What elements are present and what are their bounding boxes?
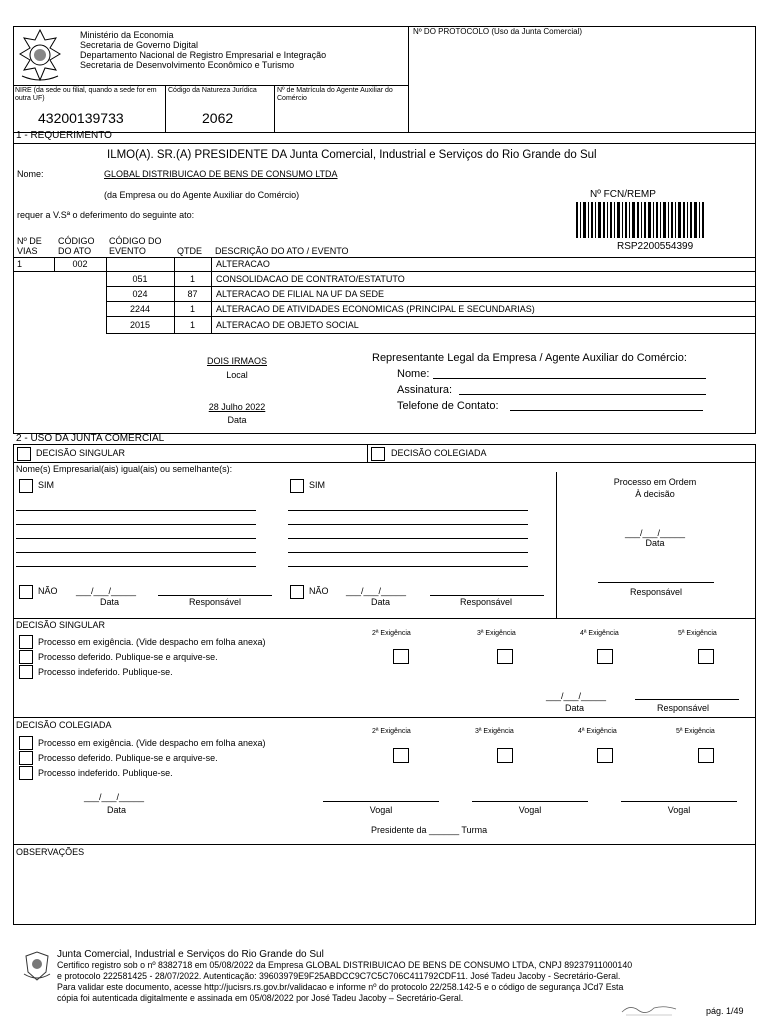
evento-descricao: ALTERACAO DE ATIVIDADES ECONOMICAS (PRINCIPAL E SECUNDARIAS) [216, 304, 535, 314]
nome-label: Nome: [17, 169, 44, 179]
footer-title: Junta Comercial, Industrial e Serviços do Rio Grande do Sul [57, 949, 324, 960]
nao-checkbox-2[interactable] [290, 585, 304, 599]
col-descricao: DESCRIÇÃO DO ATO / EVENTO [215, 246, 349, 256]
junta-section [13, 444, 756, 925]
responsavel-line-2 [430, 595, 544, 596]
evento-codigo: 2244 [129, 304, 151, 314]
divider [13, 618, 756, 619]
colegiada-indeferido-checkbox[interactable] [19, 766, 33, 780]
org-line: Departamento Nacional de Registro Empresarial e Integração [80, 50, 327, 60]
processo-ordem-1: Processo em Ordem [613, 477, 697, 487]
sim-checkbox-1[interactable] [19, 479, 33, 493]
fcn-label: Nº FCN/REMP [590, 189, 656, 200]
barcode [576, 202, 706, 238]
vogal-line-1 [323, 801, 439, 802]
colegiada-exig-4-checkbox[interactable] [597, 748, 613, 763]
colegiada-deferido-checkbox[interactable] [19, 751, 33, 765]
matricula-label: Nº de Matrícula do Agente Auxiliar do Comércio [277, 87, 393, 102]
ordem-responsavel-line [598, 582, 714, 583]
singular-exigencia-label: Processo em exigência. (Vide despacho em folha anexa) [38, 637, 266, 647]
colegiada-exigencia-checkbox[interactable] [19, 736, 33, 750]
singular-exig-5: 5ª Exigência [678, 630, 717, 637]
nome-note: (da Empresa ou do Agente Auxiliar do Comércio) [104, 190, 300, 200]
singular-exig-5-checkbox[interactable] [698, 649, 714, 664]
divider [106, 333, 756, 334]
ordem-responsavel-label: Responsável [629, 587, 683, 597]
divider [13, 844, 756, 845]
decisao-colegiada-label: DECISÃO COLEGIADA [391, 448, 487, 458]
processo-ordem-2: À decisão [635, 489, 675, 499]
singular-date: ___/___/_____ [546, 691, 607, 701]
divider [13, 143, 756, 144]
evento-qtde: 1 [189, 320, 195, 330]
rep-telefone-label: Telefone de Contato: [397, 400, 499, 412]
colegiada-data-label: Data [107, 805, 127, 815]
divider [13, 717, 756, 718]
ato-codigo: 002 [72, 259, 88, 269]
rep-assinatura-label: Assinatura: [397, 384, 453, 396]
vogal-label-1: Vogal [369, 805, 393, 815]
protocol-box [408, 26, 756, 133]
evento-codigo: 2015 [129, 320, 151, 330]
col-qtde: QTDE [177, 246, 203, 256]
singular-indeferido-checkbox[interactable] [19, 665, 33, 679]
colegiada-exig-3-checkbox[interactable] [497, 748, 513, 763]
ordem-date: ___/___/_____ [624, 528, 686, 538]
divider [106, 316, 756, 317]
decisao-singular-label: DECISÃO SINGULAR [36, 448, 126, 458]
nire-value: 43200139733 [38, 110, 124, 126]
singular-deferido-checkbox[interactable] [19, 650, 33, 664]
nire-label: NIRE (da sede ou filial, quando a sede for em outra UF) [15, 87, 157, 102]
divider [367, 444, 368, 462]
colegiada-title: DECISÃO COLEGIADA [16, 720, 112, 730]
requerimento-heading: ILMO(A). SR.(A) PRESIDENTE DA Junta Comercial, Industrial e Serviços do Rio Grande do Sul [107, 149, 597, 161]
colegiada-exig-2: 2ª Exigência [372, 728, 411, 735]
nao-data-label-2: Data [371, 597, 391, 607]
singular-exig-2-checkbox[interactable] [393, 649, 409, 664]
evento-descricao: ALTERACAO DE OBJETO SOCIAL [216, 320, 359, 330]
nome-value: GLOBAL DISTRIBUICAO DE BENS DE CONSUMO LTDA [104, 169, 338, 179]
singular-exig-3: 3ª Exigência [477, 630, 516, 637]
coat-of-arms-icon [16, 28, 64, 84]
colegiada-deferido-label: Processo deferido. Publique-se e arquive-se. [38, 753, 218, 763]
data-label: Data [227, 415, 247, 425]
responsavel-line-1 [158, 595, 272, 596]
data-value: 28 Julho 2022 [208, 402, 266, 412]
col-codigo-evento: CÓDIGO DO EVENTO [109, 236, 162, 256]
evento-qtde: 1 [189, 274, 195, 284]
local-value: DOIS IRMAOS [206, 356, 267, 366]
rep-assinatura-line [459, 394, 706, 395]
singular-deferido-label: Processo deferido. Publique-se e arquive-se. [38, 652, 218, 662]
requer-text: requer a V.Sª o deferimento do seguinte ato: [17, 210, 195, 220]
ordem-data-label: Data [645, 538, 665, 548]
decisao-singular-checkbox[interactable] [17, 447, 31, 461]
singular-indeferido-label: Processo indeferido. Publique-se. [38, 667, 173, 677]
sim-checkbox-2[interactable] [290, 479, 304, 493]
colegiada-exig-5-checkbox[interactable] [698, 748, 714, 763]
blank-line [288, 566, 528, 567]
col-codigo-ato: CÓDIGO DO ATO [58, 236, 95, 256]
junta-title: 2 - USO DA JUNTA COMERCIAL [16, 433, 165, 444]
evento-codigo: 024 [132, 289, 148, 299]
org-line: Secretaria de Desenvolvimento Econômico e Turismo [80, 60, 295, 70]
ato-vias: 1 [17, 259, 23, 269]
vogal-label-2: Vogal [518, 805, 542, 815]
signature-icon [620, 1000, 680, 1018]
local-label: Local [226, 370, 248, 380]
footer-line: Para validar este documento, acesse http://jucisrs.rs.gov.br/validacao e informe nº do protocolo 22/258.142-5 e o código de segurança JCd7 Esta [57, 982, 624, 992]
colegiada-exig-4: 4ª Exigência [578, 728, 617, 735]
singular-data-label: Data [565, 703, 585, 713]
footer-line: Certifico registro sob o nº 8382718 em 05/08/2022 da Empresa GLOBAL DISTRIBUICAO DE BENS DE CONSUMO LTDA, CNPJ 89237911000140 [57, 960, 633, 970]
footer-line: e protocolo 222581425 - 28/07/2022. Autenticação: 39603979E9F25ABDCC9C7C5C706C411792CDF11. José Tadeu Jacoby - Secretário-Geral. [57, 971, 621, 981]
evento-qtde: 87 [187, 289, 198, 299]
decisao-colegiada-checkbox[interactable] [371, 447, 385, 461]
sim-label-2: SIM [309, 480, 326, 490]
rep-nome-label: Nome: [397, 368, 430, 380]
blank-line [288, 524, 528, 525]
singular-responsavel-label: Responsável [657, 703, 710, 713]
col-vias: Nº DE VIAS [17, 236, 42, 256]
evento-descricao: CONSOLIDACAO DE CONTRATO/ESTATUTO [216, 274, 405, 284]
rep-telefone-line [510, 410, 703, 411]
colegiada-exig-5: 5ª Exigência [676, 728, 715, 735]
colegiada-exig-3: 3ª Exigência [475, 728, 514, 735]
sim-label-1: SIM [38, 480, 55, 490]
evento-qtde: 1 [189, 304, 195, 314]
nao-responsavel-label-2: Responsável [460, 597, 513, 607]
blank-line [16, 538, 256, 539]
rep-nome-line [433, 378, 706, 379]
natureza-value: 2062 [202, 110, 234, 126]
rs-coat-of-arms-icon [22, 950, 52, 982]
blank-line [16, 524, 256, 525]
evento-codigo: 051 [132, 274, 148, 284]
ato-descricao: ALTERACAO [216, 259, 270, 269]
divider [211, 257, 212, 333]
nao-date-2: ___/___/_____ [346, 586, 407, 596]
barcode-code: RSP2200554399 [617, 241, 694, 252]
nao-date-1: ___/___/_____ [76, 586, 137, 596]
footer-line: cópia foi autenticada digitalmente e assinada em 05/08/2022 por José Tadeu Jacoby – Secretário-Geral. [57, 993, 464, 1003]
blank-line [16, 552, 256, 553]
requerimento-title: 1 - REQUERIMENTO [16, 130, 112, 141]
singular-exig-4-checkbox[interactable] [597, 649, 613, 664]
nao-label-2: NÃO [309, 586, 329, 596]
observacoes-label: OBSERVAÇÕES [16, 847, 85, 857]
colegiada-indeferido-label: Processo indeferido. Publique-se. [38, 768, 173, 778]
org-line: Secretaria de Governo Digital [80, 40, 199, 50]
nao-responsavel-label-1: Responsável [189, 597, 242, 607]
singular-exig-2: 2ª Exigência [372, 630, 411, 637]
nao-checkbox-1[interactable] [19, 585, 33, 599]
colegiada-exig-2-checkbox[interactable] [393, 748, 409, 763]
presidente-turma: Presidente da ______ Turma [371, 825, 488, 835]
blank-line [288, 510, 528, 511]
singular-title: DECISÃO SINGULAR [16, 620, 106, 630]
protocol-label: Nº DO PROTOCOLO (Uso da Junta Comercial) [413, 27, 583, 36]
divider [556, 472, 557, 618]
singular-responsavel-line [635, 699, 739, 700]
blank-line [16, 510, 256, 511]
divider [13, 257, 756, 258]
org-lines [80, 30, 326, 70]
divider [13, 462, 756, 463]
natureza-label: Código da Natureza Jurídica [168, 87, 257, 94]
nao-data-label-1: Data [100, 597, 120, 607]
colegiada-exigencia-label: Processo em exigência. (Vide despacho em folha anexa) [38, 738, 266, 748]
blank-line [16, 566, 256, 567]
singular-exigencia-checkbox[interactable] [19, 635, 33, 649]
vogal-line-3 [621, 801, 737, 802]
org-line: Ministério da Economia [80, 30, 174, 40]
blank-line [288, 538, 528, 539]
singular-exig-4: 4ª Exigência [580, 630, 619, 637]
singular-exig-3-checkbox[interactable] [497, 649, 513, 664]
colegiada-date: ___/___/_____ [84, 792, 145, 802]
page-number: pág. 1/49 [706, 1006, 744, 1016]
rep-title: Representante Legal da Empresa / Agente Auxiliar do Comércio: [372, 352, 687, 364]
evento-descricao: ALTERACAO DE FILIAL NA UF DA SEDE [216, 289, 385, 299]
vogal-line-2 [472, 801, 588, 802]
vogal-label-3: Vogal [667, 805, 691, 815]
nao-label-1: NÃO [38, 586, 58, 596]
nomes-label: Nome(s) Empresarial(ais) igual(ais) ou semelhante(s): [16, 464, 233, 474]
footer-lines [57, 960, 632, 1004]
blank-line [288, 552, 528, 553]
